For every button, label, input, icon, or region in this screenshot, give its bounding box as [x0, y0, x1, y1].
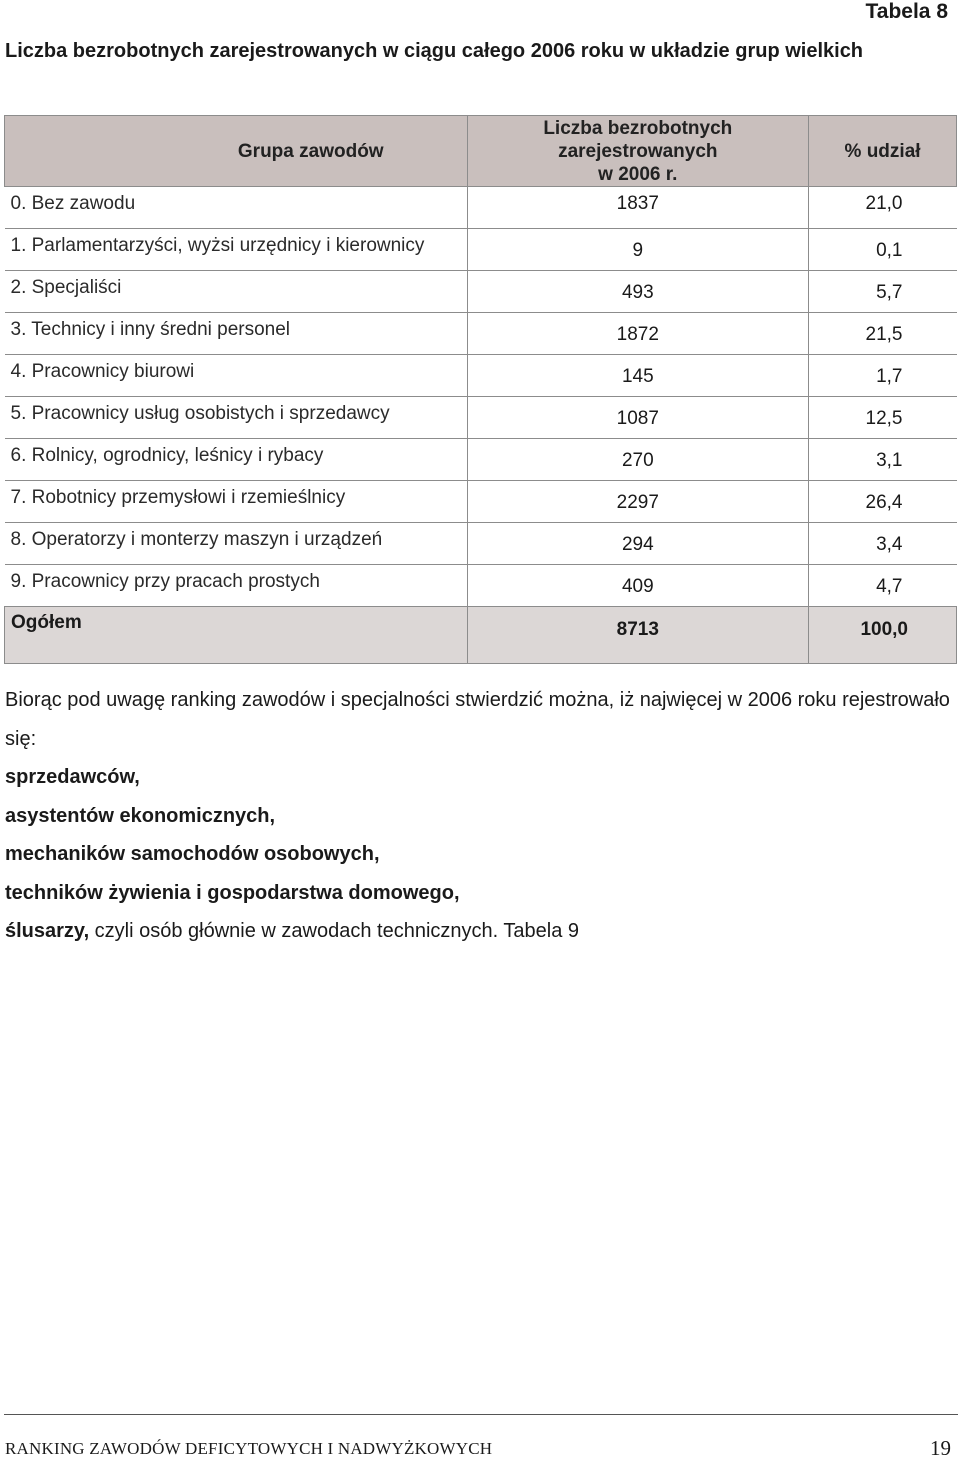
ranking-item: sprzedawców, — [5, 766, 140, 788]
row-group-name: 4. Pracownicy biurowi — [5, 355, 468, 397]
row-count: 9 — [467, 229, 809, 271]
total-share: 100,0 — [809, 607, 957, 664]
table-row — [5, 355, 957, 397]
table-row — [5, 313, 957, 355]
row-share: 4,7 — [809, 565, 957, 607]
table-row — [5, 187, 957, 229]
row-count: 294 — [467, 523, 809, 565]
ranking-item: asystentów ekonomicznych, — [5, 804, 276, 827]
ranking-last-line — [5, 912, 957, 951]
row-share: 3,1 — [809, 439, 957, 481]
row-share: 21,0 — [809, 187, 957, 229]
header-share: % udział — [809, 116, 957, 187]
row-count: 493 — [467, 271, 809, 313]
unemployment-table — [4, 115, 957, 664]
row-group-name: 9. Pracownicy przy pracach prostych — [5, 565, 468, 607]
total-label: Ogółem — [5, 607, 468, 664]
ranking-item: ślusarzy, — [5, 920, 90, 942]
header-count-line-3: w 2006 r. — [598, 163, 678, 185]
table-row — [5, 481, 957, 523]
header-occupation-group: Grupa zawodów — [5, 116, 468, 187]
paragraph-tail: czyli osób głównie w zawodach technicznych. Tabela 9 — [89, 920, 580, 942]
row-group-name: 5. Pracownicy usług osobistych i sprzedawcy — [5, 397, 468, 439]
row-group-name: 6. Rolnicy, ogrodnicy, leśnicy i rybacy — [5, 439, 468, 481]
ranking-item: mechaników samochodów osobowych, — [5, 843, 380, 865]
header-count-line-1: Liczba bezrobotnych — [543, 117, 733, 139]
row-share: 1,7 — [809, 355, 957, 397]
row-share: 0,1 — [809, 229, 957, 271]
header-count-line-2: zarejestrowanych — [558, 140, 718, 162]
table-row — [5, 229, 957, 271]
row-count: 1837 — [467, 187, 809, 229]
row-share: 26,4 — [809, 481, 957, 523]
table-header-row — [5, 116, 957, 187]
running-title: RANKING ZAWODÓW DEFICYTOWYCH I NADWYŻKOWYCH — [5, 1439, 493, 1458]
table-row — [5, 565, 957, 607]
row-count: 270 — [467, 439, 809, 481]
table-row — [5, 523, 957, 565]
table-row — [5, 271, 957, 313]
row-share: 5,7 — [809, 271, 957, 313]
row-count: 1087 — [467, 397, 809, 439]
row-group-name: 3. Technicy i inny średni personel — [5, 313, 468, 355]
page-number: 19 — [930, 1436, 951, 1460]
row-share: 12,5 — [809, 397, 957, 439]
table-total-row — [5, 607, 957, 664]
row-group-name: 1. Parlamentarzyści, wyżsi urzędnicy i kierownicy — [5, 229, 468, 271]
total-count: 8713 — [467, 607, 809, 664]
table-number-label: Tabela 8 — [865, 0, 948, 23]
row-count: 409 — [467, 565, 809, 607]
ranking-paragraph — [5, 681, 957, 951]
ranking-item: techników żywienia i gospodarstwa domowego, — [5, 881, 460, 904]
row-group-name: 7. Robotnicy przemysłowi i rzemieślnicy — [5, 481, 468, 523]
table-row — [5, 397, 957, 439]
table-title: Liczba bezrobotnych zarejestrowanych w ciągu całego 2006 roku w układzie grup wielkich — [5, 40, 864, 62]
header-unemployed-count — [467, 116, 809, 187]
row-group-name: 2. Specjaliści — [5, 271, 468, 313]
table-row — [5, 439, 957, 481]
row-count: 145 — [467, 355, 809, 397]
row-share: 3,4 — [809, 523, 957, 565]
footer-divider — [4, 1414, 958, 1415]
row-count: 2297 — [467, 481, 809, 523]
row-share: 21,5 — [809, 313, 957, 355]
row-count: 1872 — [467, 313, 809, 355]
row-group-name: 0. Bez zawodu — [5, 187, 468, 229]
row-group-name: 8. Operatorzy i monterzy maszyn i urządzeń — [5, 523, 468, 565]
paragraph-intro: Biorąc pod uwagę ranking zawodów i specjalności stwierdzić można, iż najwięcej w 2006 roku rejestrowało się: — [5, 689, 950, 750]
